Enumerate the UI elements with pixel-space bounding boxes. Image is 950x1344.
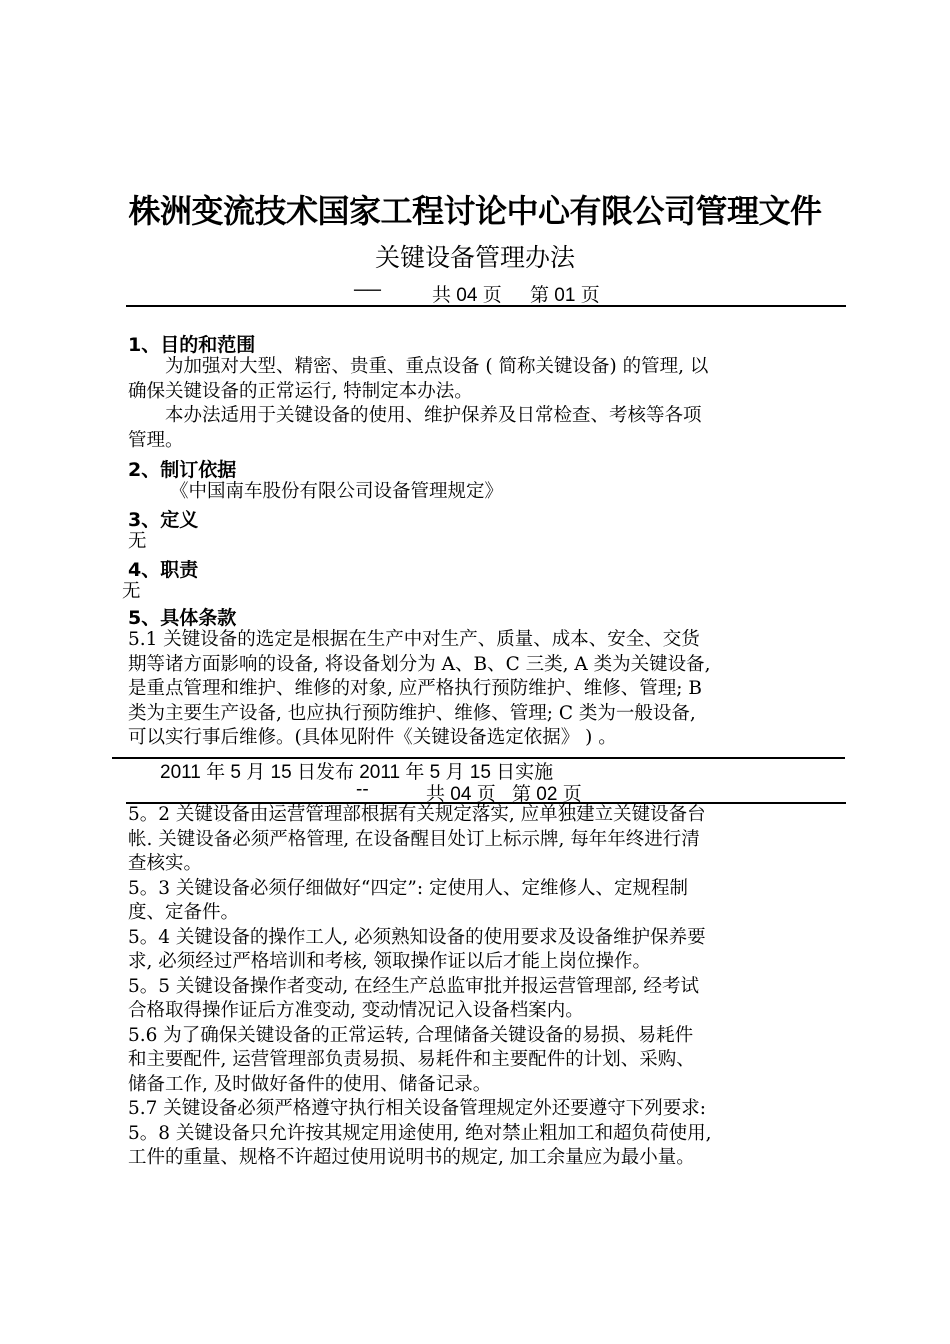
- section-responsibility-text: 无: [122, 581, 141, 602]
- text-line: 5.7 关键设备必须严格遵守执行相关设备管理规定外还要遵守下列要求:: [128, 1098, 707, 1119]
- header-total-pages: 共 04 页: [432, 285, 502, 306]
- text-line: 期等诸方面影响的设备, 将设备划分为 A、B、C 三类, A 类为关键设备,: [128, 653, 711, 675]
- section-heading-clauses: 5、具体条款: [128, 607, 237, 629]
- text-line: 度、定备件。: [128, 902, 240, 923]
- text-line: 合格取得操作证后方准变动, 变动情况记入设备档案内。: [128, 1000, 584, 1021]
- footer-page-number: 第 02 页: [512, 784, 582, 805]
- footer-dash: --: [356, 779, 369, 800]
- text-line: 5。4 关键设备的操作工人, 必须熟知设备的使用要求及设备维护保养要: [128, 926, 706, 948]
- text-line: 5.1 关键设备的选定是根据在生产中对生产、质量、成本、安全、交货: [128, 629, 700, 650]
- page2-body: [128, 803, 840, 1171]
- header-dash: ──: [354, 280, 381, 301]
- footer-dates: 2011 年 5 月 15 日发布 2011 年 5 月 15 日实施: [160, 762, 554, 783]
- section-heading-definition: 3、定义: [128, 509, 199, 531]
- section-basis-text: 《中国南车股份有限公司设备管理规定》: [170, 481, 504, 502]
- text-line: 5。2 关键设备由运营管理部根据有关规定落实, 应单独建立关键设备台: [128, 804, 706, 825]
- text-line: 是重点管理和维护、维修的对象, 应严格执行预防维护、维修、管理; B: [128, 678, 702, 699]
- text-line: 帐. 关键设备必须严格管理, 在设备醒目处订上标示牌, 每年年终进行清: [128, 828, 700, 850]
- footer-total-pages: 共 04 页: [426, 784, 496, 805]
- text-line: 确保关键设备的正常运行, 特制定本办法。: [128, 380, 473, 402]
- document-subtitle: 关键设备管理办法: [374, 243, 575, 272]
- text-line: 求, 必须经过严格培训和考核, 领取操作证以后才能上岗位操作。: [128, 951, 652, 972]
- header-page-number: 第 01 页: [530, 285, 600, 306]
- section-heading-basis: 2、制订依据: [128, 459, 237, 481]
- text-line: 储备工作, 及时做好备件的使用、储备记录。: [128, 1073, 492, 1095]
- text-line: 管理。: [128, 429, 184, 451]
- section-clauses-body: [128, 628, 840, 751]
- section-heading-responsibility: 4、职责: [128, 559, 199, 581]
- document-title: 株洲变流技术国家工程讨论中心有限公司管理文件: [128, 192, 822, 230]
- section-definition-text: 无: [128, 531, 147, 552]
- header-rule: [126, 305, 846, 307]
- text-line: 工件的重量、规格不许超过使用说明书的规定, 加工余量应为最小量。: [128, 1147, 695, 1168]
- text-line: 5。8 关键设备只允许按其规定用途使用, 绝对禁止粗加工和超负荷使用,: [128, 1122, 712, 1144]
- text-line: 为加强对大型、精密、贵重、重点设备 ( 简称关键设备) 的管理, 以: [128, 356, 709, 377]
- text-line: 和主要配件, 运营管理部负责易损、易耗件和主要配件的计划、采购、: [128, 1049, 695, 1070]
- text-line: 类为主要生产设备, 也应执行预防维护、维修、管理; C 类为一般设备,: [128, 702, 696, 724]
- text-line: 可以实行事后维修。(具体见附件《关键设备选定依据》 ) 。: [128, 727, 617, 748]
- text-line: 5.6 为了确保关键设备的正常运转, 合理储备关键设备的易损、易耗件: [128, 1024, 694, 1046]
- text-line: 5。3 关键设备必须仔细做好“四定”: 定使用人、定维修人、定规程制: [128, 877, 688, 899]
- section-purpose-body: [128, 355, 840, 453]
- text-line: 本办法适用于关键设备的使用、维护保养及日常检查、考核等各项: [128, 405, 702, 426]
- section-heading-purpose: 1、目的和范围: [128, 334, 256, 356]
- text-line: 查核实。: [128, 853, 203, 874]
- text-line: 5。5 关键设备操作者变动, 在经生产总监审批并报运营管理部, 经考试: [128, 975, 699, 997]
